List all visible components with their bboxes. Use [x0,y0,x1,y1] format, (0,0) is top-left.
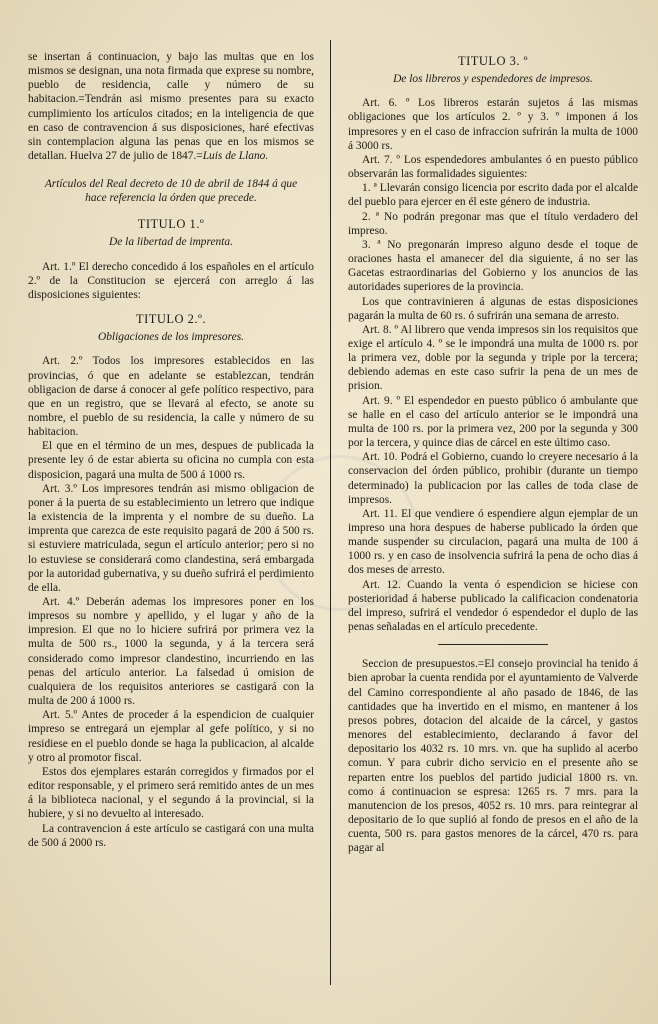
order-closing-paragraph: se insertan á continuacion, y bajo las multas que en los mismos se designan, una nota firmada que exprese su nombre, pueblo de residencia, calle y número de su habitacion.=Tendrán asi mismo presentes para su exacto cumplimiento los artículos citados; en la inteligencia de que en caso de contravencion á sus disposiciones, haré efectivas sin contemplacion alguna las penas que en los mismos se detallan. Huelva 27 de julio de 1847.=Luis de Llano. [28,51,314,163]
article-1: Art. 1.º El derecho concedido á los españoles en el artículo 2.º de la Constitucion se ejercerá con arreglo á las disposiciones siguientes: [28,260,314,301]
article-4: Art. 4.º Deberán ademas los impresores poner en los impresos su nombre y apellido, y el lugar y año de la impresion. El que no lo hiciere sufrirá por primera vez la multa de 500 rs., 1000 la segunda, y á la tercera será considerado como impresor clandestino, incurriendo en las penas del artículo anterior. La falsedad ú omision de cualquiera de los requisitos anteriores se castigará con la multa de 200 á 1000 rs. [28,596,314,708]
titulo-1-subtitle: De la libertad de imprenta. [109,236,233,249]
article-7-penalty: Los que contravinieren á algunas de estas disposiciones pagarán la multa de 60 rs. ó sufrirán una semana de arresto. [348,295,638,322]
article-9: Art. 9. º El espendedor en puesto público ó ambulante que se halle en el caso del artículo anterior se le impondrá una multa de 100 rs. por la primera vez, 200 por la segunda y 300 por la tercera, y quince dias de cárcel en este último caso. [348,394,638,450]
titulo-3-heading: TITULO 3. º [457,54,529,68]
article-2-continuation: El que en el término de un mes, despues de publicada la presente ley ó de estar abierta su oficina no cumpla con esta disposicion, pagará una multa de 500 á 1000 rs. [28,440,314,481]
left-column [28,50,314,850]
section-separator [438,644,548,645]
budget-section: Seccion de presupuestos.=El consejo provincial ha tenido á bien aprobar la cuenta rendida por el ayuntamiento de Valverde del Camino correspondiente al año pasado de 1846, de las cantidades que ha invertido en el mismo, en mantener á los presos pobres, dotacion del alcaide de la cárcel, y gastos menores del establecimiento, declarando á favor del depositario los 4032 rs. 10 mrs. vn. que ha suplido al acerbo comun. Y para cubrir dicho servicio en el presente año se reparten entre los pueblos del partido judicial 1800 rs. vn. como á continuacion se espresa: 1265 rs. 7 mrs. para la manutencion de los presos, 4052 rs. 10 mrs. para reintegrar al depositario de lo que suplió al fondo de presos en el año de la cuenta, 500 rs. para gastos menores de la cárcel, 470 rs. para pagar al [348,658,638,855]
column-divider [330,40,331,985]
titulo-2-subtitle: Obligaciones de los impresores. [98,331,244,344]
article-3: Art. 3.º Los impresores tendrán asi mismo obligacion de poner á la puerta de su establecimiento un letrero que indique la existencia de la imprenta y el nombre de su dueño. La imprenta que carezca de este requisito pagará de 200 á 500 rs. si estuviere matriculada, segun el artículo anterior; pero si no lo estuviese se considerará como clandestina, será embargada por la autoridad gubernativa, y su dueño sufrirá el perdimiento de ella. [28,482,314,594]
article-7: Art. 7. º Los espendedores ambulantes ó en puesto público observarán las formalidades siguientes: [348,153,638,181]
article-7-item-1: 1. ª Llevarán consigo licencia por escrito dada por el alcalde del pueblo para ejercer en él este género de industria. [348,182,638,209]
article-5-penalty: La contravencion á este artículo se castigará con una multa de 500 á 2000 rs. [28,822,314,849]
article-2: Art. 2.º Todos los impresores establecidos en las provincias, ó que en adelante se establezcan, tendrán obligacion de darse á conocer al gefe político respectivo, para que en un registro, que se llevará al efecto, se anote su nombre, el pueblo de su residencia, la calle y número de su habitacion. [28,355,314,439]
titulo-2-heading: TITULO 2.º. [135,312,207,327]
right-column [348,50,638,855]
article-10: Art. 10. Podrá el Gobierno, cuando lo creyere necesario á la conservacion del órden público, prohibir (durante un tiempo determinado) la publicacion por las calles de toda clase de impresos. [348,451,638,506]
article-6: Art. 6. º Los libreros estarán sujetos á las mismas obligaciones que los artículos 2. º y 3. º imponen á los impresores y en el caso de infraccion sufrirán la multa de 1000 á 3000 rs. [348,97,638,152]
decree-heading: Artículos del Real decreto de 10 de abril de 1844 á que hace referencia la órden que precede. [44,178,298,205]
signature-author: Luis de Llano. [202,150,269,163]
article-5-continuation: Estos dos ejemplares estarán corregidos y firmados por el editor responsable, y el primero será remitido antes de un mes á la biblioteca nacional, y el segundo á la provincial, si la hubiere, y si no devuelto al interesado. [28,765,314,821]
titulo-1-heading: TITULO 1.º [137,217,205,232]
titulo-3-subtitle: De los libreros y espendedores de impresos. [393,73,593,86]
article-8: Art. 8. º Al librero que venda impresos sin los requisitos que exige el artículo 4. º se le impondrá una multa de 1000 rs. por la primera vez, doble por la segunda y triple por la tercera; debiendo ademas en este caso sufrir la pena de un mes de prision. [348,323,638,393]
article-11: Art. 11. El que vendiere ó espendiere algun ejemplar de un impreso una hora despues de haberse publicado la órden que mande suspender su circulacion, pagará una multa de 100 á 1000 rs. y en caso de insolvencia sufrirá la pena de ocho dias á dos meses de arresto. [348,507,638,577]
article-7-item-2: 2. ª No podrán pregonar mas que el título verdadero del impreso. [348,210,638,237]
article-7-item-3: 3. ª No pregonarán impreso alguno desde el toque de oraciones hasta el amanecer del dia siguiente, á no ser las Gacetas estraordinarias del Gobierno y los anuncios de las autoridades superiores de la provincia. [348,238,638,294]
article-12: Art. 12. Cuando la venta ó espendicion se hiciese con posterioridad á haberse publicado la calificacion condenatoria del impreso, sufrirá el vendedor ó espendedor el duplo de las penas señaladas en el artículo precedente. [348,578,638,634]
article-5: Art. 5.º Antes de proceder á la espendicion de cualquier impreso se entregará un ejemplar al gefe político, y si no residiese en el pueblo donde se haga la publicacion, al alcalde y otro al promotor fiscal. [28,709,314,764]
